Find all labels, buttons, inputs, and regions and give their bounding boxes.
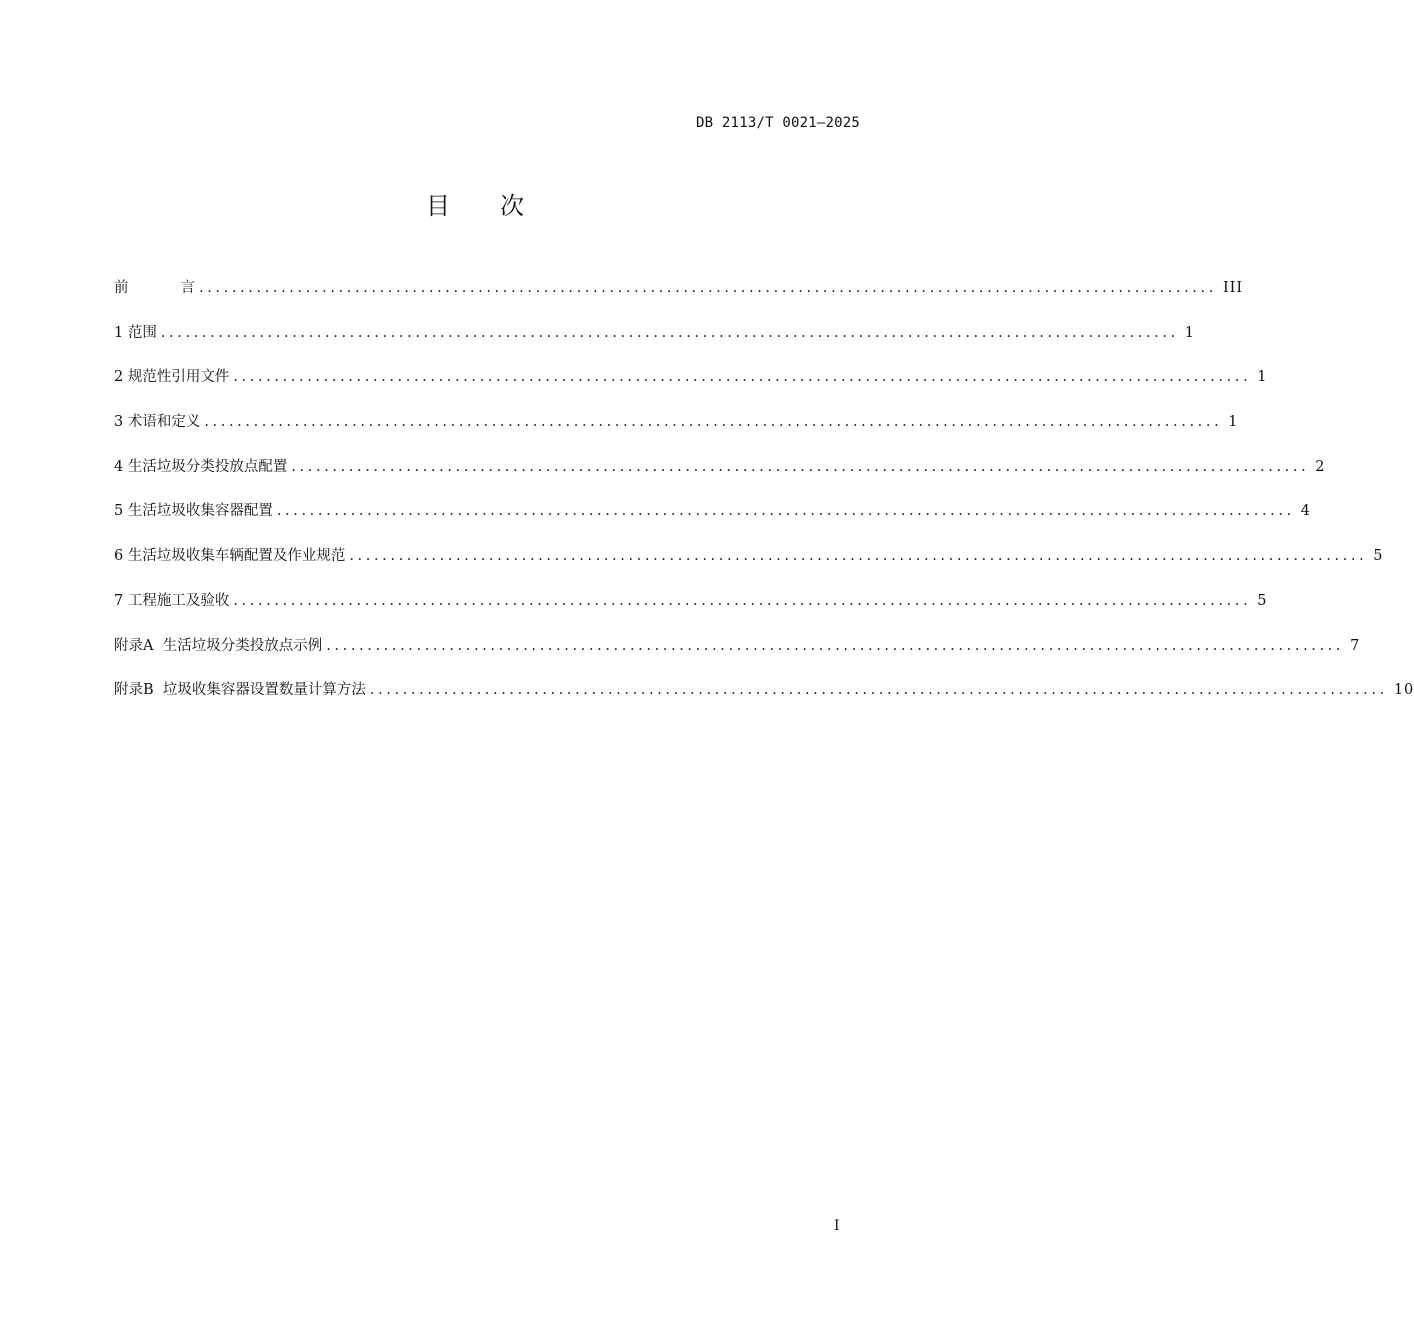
toc-entry[interactable] (114, 455, 1326, 500)
toc-entry-label: 3 术语和定义 (114, 414, 201, 431)
toc-leader-dots: ............................................................................................................................ (276, 503, 1295, 520)
toc-entry-label: 1 范围 (114, 324, 157, 341)
toc-entry-page: 7 (1350, 637, 1361, 654)
toc-leader-dots: ............................................................................................................................ (349, 548, 1368, 565)
toc-entry-page: 1 (1257, 369, 1268, 386)
toc-entry[interactable] (114, 321, 1196, 366)
toc-entry-label: 4 生活垃圾分类投放点配置 (114, 458, 288, 475)
toc-leader-dots: ............................................................................................................................ (233, 592, 1252, 609)
toc-entry-page: 5 (1257, 592, 1268, 609)
toc-entry-label: 6 生活垃圾收集车辆配置及作业规范 (114, 548, 346, 565)
toc-entry[interactable] (114, 410, 1239, 455)
toc-entry-page: 4 (1300, 503, 1312, 520)
toc-entry[interactable] (114, 678, 1414, 723)
toc-entry[interactable] (114, 634, 1361, 679)
toc-entry[interactable] (114, 589, 1268, 634)
toc-title-part1: 目 (426, 192, 450, 220)
toc-entry-page: 1 (1228, 414, 1239, 431)
toc-leader-dots: ............................................................................................................................ (369, 682, 1388, 699)
toc-entry-label: 7 工程施工及验收 (114, 592, 230, 609)
toc-entry-page: 1 (1184, 324, 1196, 341)
toc-title (0, 186, 950, 221)
toc-entry-page: 5 (1373, 548, 1384, 565)
toc-leader-dots: ............................................................................................................................ (204, 414, 1223, 431)
toc-leader-dots: ............................................................................................................................ (326, 637, 1345, 654)
toc-entry-page: 10 (1393, 682, 1414, 699)
toc-entry-foreword[interactable] (114, 276, 1244, 321)
toc-entry-label: 2 规范性引用文件 (114, 369, 230, 386)
toc-entry-page: 2 (1315, 458, 1326, 475)
document-code: DB 2113/T 0021—2025 (696, 115, 860, 131)
page-number: I (834, 1218, 840, 1234)
toc-entry-label: 附录B 垃圾收集容器设置数量计算方法 (114, 682, 366, 699)
toc-entry-page: III (1222, 280, 1244, 296)
toc-entry[interactable] (114, 499, 1312, 544)
table-of-contents (114, 276, 1414, 723)
toc-entry[interactable] (114, 365, 1268, 410)
toc-leader-dots: ............................................................................................................................ (160, 324, 1179, 341)
toc-entry[interactable] (114, 544, 1384, 589)
toc-entry-label: 附录A 生活垃圾分类投放点示例 (114, 637, 323, 654)
toc-entry-label: 5 生活垃圾收集容器配置 (114, 503, 273, 520)
toc-entry-label: 前 言 (114, 280, 195, 296)
toc-leader-dots: ............................................................................................................................ (233, 369, 1252, 386)
toc-title-part2: 次 (500, 192, 524, 220)
toc-leader-dots: ............................................................................................................................ (291, 458, 1310, 475)
toc-leader-dots: ............................................................................................................................ (199, 280, 1217, 296)
